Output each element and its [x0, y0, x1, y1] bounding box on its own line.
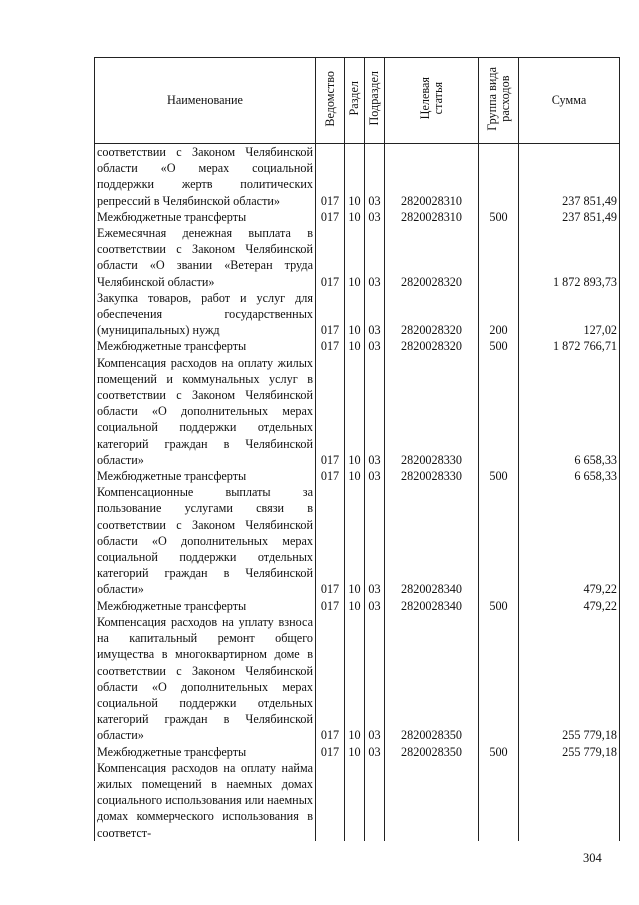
cell-subsection: 03	[365, 225, 385, 290]
page-number: 304	[583, 851, 602, 865]
cell-sum: 479,22	[519, 598, 620, 614]
table-row	[95, 338, 620, 354]
cell-dept: 017	[316, 484, 345, 597]
cell-name: Ежемесячная денежная выплата в соответствии с Законом Челябинской области «О звании «Ветеран труда Челябинской области»	[95, 225, 316, 290]
cell-subsection	[365, 760, 385, 841]
table-header-row	[95, 58, 620, 144]
cell-target: 2820028320	[385, 290, 479, 339]
table-row	[95, 484, 620, 597]
table-row	[95, 225, 620, 290]
header-section: Раздел	[345, 58, 365, 144]
cell-section: 10	[345, 209, 365, 225]
cell-dept: 017	[316, 209, 345, 225]
cell-subsection: 03	[365, 144, 385, 209]
cell-target: 2820028310	[385, 144, 479, 209]
cell-section: 10	[345, 744, 365, 760]
cell-sum: 479,22	[519, 484, 620, 597]
cell-sum: 6 658,33	[519, 468, 620, 484]
cell-dept: 017	[316, 744, 345, 760]
header-group: Группа вида расходов	[479, 58, 519, 144]
cell-dept: 017	[316, 614, 345, 744]
cell-target: 2820028340	[385, 484, 479, 597]
table-row	[95, 614, 620, 744]
cell-sum: 237 851,49	[519, 144, 620, 209]
cell-section: 10	[345, 225, 365, 290]
cell-subsection: 03	[365, 744, 385, 760]
cell-group: 500	[479, 744, 519, 760]
table-row	[95, 760, 620, 841]
cell-target: 2820028310	[385, 209, 479, 225]
table-row	[95, 468, 620, 484]
cell-name: Компенсация расходов на уплату взноса на капитальный ремонт общего имущества в многоквартирном доме в соответствии с Законом Челябинской области «О дополнительных мерах социальной поддержки отдельных категорий граждан в Челябинской области»	[95, 614, 316, 744]
cell-dept: 017	[316, 338, 345, 354]
cell-subsection: 03	[365, 614, 385, 744]
cell-dept: 017	[316, 598, 345, 614]
cell-subsection: 03	[365, 338, 385, 354]
cell-target: 2820028330	[385, 355, 479, 468]
cell-dept: 017	[316, 290, 345, 339]
cell-group	[479, 144, 519, 209]
cell-group	[479, 614, 519, 744]
cell-section: 10	[345, 144, 365, 209]
header-sum: Сумма	[519, 58, 620, 144]
table-body	[95, 144, 620, 841]
cell-sum: 1 872 893,73	[519, 225, 620, 290]
cell-sum	[519, 760, 620, 841]
cell-sum: 1 872 766,71	[519, 338, 620, 354]
cell-target: 2820028320	[385, 338, 479, 354]
cell-sum: 255 779,18	[519, 614, 620, 744]
table-row	[95, 744, 620, 760]
cell-group: 500	[479, 468, 519, 484]
cell-target: 2820028350	[385, 744, 479, 760]
cell-group: 500	[479, 209, 519, 225]
cell-target	[385, 760, 479, 841]
table-row	[95, 290, 620, 339]
header-target: Целевая статья	[385, 58, 479, 144]
cell-group	[479, 355, 519, 468]
cell-group: 200	[479, 290, 519, 339]
header-subsection: Подраздел	[365, 58, 385, 144]
cell-sum: 127,02	[519, 290, 620, 339]
cell-subsection: 03	[365, 355, 385, 468]
cell-subsection: 03	[365, 468, 385, 484]
cell-section: 10	[345, 290, 365, 339]
table-row	[95, 144, 620, 209]
cell-name: Межбюджетные трансферты	[95, 744, 316, 760]
cell-section: 10	[345, 338, 365, 354]
cell-dept: 017	[316, 468, 345, 484]
cell-subsection: 03	[365, 209, 385, 225]
header-name: Наименование	[95, 58, 316, 144]
table-row	[95, 598, 620, 614]
table-row	[95, 355, 620, 468]
cell-name: Межбюджетные трансферты	[95, 209, 316, 225]
cell-section: 10	[345, 614, 365, 744]
header-dept: Ведомство	[316, 58, 345, 144]
cell-sum: 255 779,18	[519, 744, 620, 760]
cell-section: 10	[345, 355, 365, 468]
budget-table	[94, 57, 620, 841]
cell-section: 10	[345, 598, 365, 614]
cell-section: 10	[345, 484, 365, 597]
cell-name: Межбюджетные трансферты	[95, 598, 316, 614]
cell-dept: 017	[316, 144, 345, 209]
cell-subsection: 03	[365, 290, 385, 339]
cell-name: Компенсационные выплаты за пользование услугами связи в соответствии с Законом Челябинской области «О дополнительных мерах социальной поддержки отдельных категорий граждан в Челябинской области»	[95, 484, 316, 597]
cell-group	[479, 225, 519, 290]
cell-sum: 237 851,49	[519, 209, 620, 225]
cell-dept: 017	[316, 355, 345, 468]
cell-name: Межбюджетные трансферты	[95, 338, 316, 354]
cell-sum: 6 658,33	[519, 355, 620, 468]
cell-name: Компенсация расходов на оплату жилых помещений и коммунальных услуг в соответствии с Законом Челябинской области «О дополнительных мерах социальной поддержки отдельных категорий граждан в Челябинской области»	[95, 355, 316, 468]
table-row	[95, 209, 620, 225]
cell-name: Компенсация расходов на оплату найма жилых помещений в наемных домах социального использования или наемных домах коммерческого использования в соответст-	[95, 760, 316, 841]
cell-name: Межбюджетные трансферты	[95, 468, 316, 484]
cell-target: 2820028320	[385, 225, 479, 290]
cell-section	[345, 760, 365, 841]
cell-group: 500	[479, 338, 519, 354]
cell-group: 500	[479, 598, 519, 614]
cell-name: Закупка товаров, работ и услуг для обеспечения государственных (муниципальных) нужд	[95, 290, 316, 339]
cell-group	[479, 760, 519, 841]
cell-group	[479, 484, 519, 597]
cell-subsection: 03	[365, 598, 385, 614]
cell-target: 2820028340	[385, 598, 479, 614]
cell-subsection: 03	[365, 484, 385, 597]
cell-dept: 017	[316, 225, 345, 290]
cell-target: 2820028330	[385, 468, 479, 484]
cell-section: 10	[345, 468, 365, 484]
cell-name: соответствии с Законом Челябинской области «О мерах социальной поддержки жертв политических репрессий в Челябинской области»	[95, 144, 316, 209]
cell-target: 2820028350	[385, 614, 479, 744]
cell-dept	[316, 760, 345, 841]
